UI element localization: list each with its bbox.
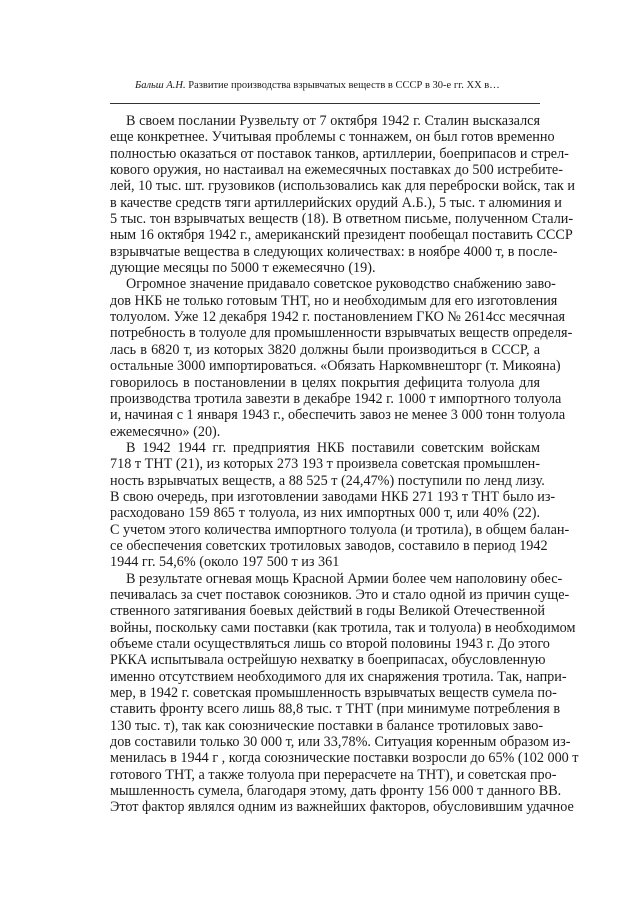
text-line: расходовано 159 865 т толуола, из них импортных 000 т, или 40% (22). — [110, 505, 540, 522]
text-line: дов НКБ не только готовым ТНТ, но и необходимым для его изготовления — [110, 292, 558, 309]
text-line: готового ТНТ, а также толуола при перерасчете на ТНТ), и советская про- — [110, 766, 557, 783]
text-line: кового оружия, но настаивал на ежемесячных поставках до 500 истребите- — [110, 162, 563, 179]
text-line: объеме стали осуществляться лишь со второй половины 1943 г. До этого — [110, 636, 550, 652]
text-line: В свою очередь, при изготовлении заводами НКБ 271 193 т ТНТ было из- — [110, 488, 556, 505]
text-line: именно отсутствием необходимого для их снаряжения тротила. Так, напри- — [110, 668, 567, 685]
text-line: дующие месяцы по 5000 т ежемесячно (19). — [110, 260, 376, 277]
paragraph — [110, 276, 573, 440]
text-line: ежемесячно» (20). — [110, 423, 221, 440]
text-line: се обеспечения советских тротиловых заводов, составило в период 1942 — [110, 537, 548, 554]
text-line: В результате огневая мощь Красной Армии более чем наполовину обес- — [126, 570, 563, 587]
text-line: еще конкретнее. Учитывая проблемы с тоннажем, он был готов временно — [110, 129, 555, 146]
text-line: печивалась за счет поставок союзников. Это и стало одной из причин суще- — [110, 586, 570, 603]
text-line: РККА испытывала острейшую нехватку в боеприпасах, обусловленную — [110, 652, 546, 669]
text-line: 718 т ТНТ (21), из которых 273 193 т произвела советская промышлен- — [110, 456, 540, 473]
text-line: В своем послании Рузвельту от 7 октября 1942 г. Сталин высказался — [126, 113, 540, 129]
paragraph — [110, 439, 570, 571]
header-rule — [110, 103, 540, 104]
text-line: и, начиная с 1 января 1943 г., обеспечить завоз не менее 3 000 тонн толуола — [110, 407, 566, 424]
text-line: лась в 6820 т, из которых 3820 должны были производиться в СССР, а — [110, 341, 540, 358]
text-line: в качестве средств тяги артиллерийских орудий А.Б.), 5 тыс. т алюминия и — [110, 194, 562, 211]
text-line: потребность в толуоле для промышленности взрывчатых веществ определя- — [110, 325, 573, 342]
text-line: С учетом этого количества импортного толуола (и тротила), в общем балан- — [110, 521, 570, 538]
text-line: В 1942 1944 гг. предприятия НКБ поставили советским войскам — [126, 439, 540, 456]
text-line: говорилось в постановлении в целях покрытия дефицита толуола для — [110, 374, 540, 391]
text-line: мышленность сумела, благодаря этому, дать фронту 156 000 т данного ВВ. — [110, 783, 562, 800]
text-line: ставить фронту всего лишь 88,8 тыс. т ТНТ (при минимуме потребления в — [110, 701, 561, 718]
text-line: производства тротила завезти в декабре 1942 г. 1000 т импортного толуола — [110, 390, 562, 407]
paragraph — [110, 113, 575, 277]
text-line: лей, 10 тыс. шт. грузовиков (использовались как для переброски войск, так и — [110, 178, 575, 195]
header-title: Развитие производства взрывчатых веществ в СССР в 30-е гг. XX в… — [188, 80, 500, 91]
text-line: войны, поскольку сами поставки (как тротила, так и толуола) в необходимом — [110, 619, 576, 636]
running-header — [135, 80, 515, 91]
text-line: взрывчатые вещества в следующих количествах: в ноябре 4000 т, в после- — [110, 243, 558, 260]
paragraph — [110, 570, 579, 816]
text-line: ность взрывчатых веществ, а 88 525 т (24,47%) поступили по ленд лизу. — [110, 472, 545, 489]
text-line: ственного затягивания боевых действий в годы Великой Отечественной — [110, 603, 546, 620]
text-line: 1944 гг. 54,6% (около 197 500 т из 361 — [110, 554, 340, 571]
text-line: полностью оказаться от поставок танков, артиллерии, боеприпасов и стрел- — [110, 145, 569, 162]
text-line: мер, в 1942 г. советская промышленность взрывчатых веществ сумела по- — [110, 685, 557, 702]
text-line: Этот фактор являлся одним из важнейших факторов, обусловившим удачное — [110, 799, 574, 816]
text-line: менилась в 1944 г , когда союзнические поставки возросли до 65% (102 000 т — [110, 750, 579, 767]
text-line: Огромное значение придавало советское руководство снабжению заво- — [126, 276, 556, 293]
text-line: толуолом. Уже 12 декабря 1942 г. постановлением ГКО № 2614сс месячная — [110, 309, 566, 326]
text-line: ным 16 октября 1942 г., американский президент пообещал поставить СССР — [110, 227, 573, 244]
header-author: Бальш А.Н. — [135, 80, 186, 91]
text-line: дов составили только 30 000 т, или 33,78%. Ситуация коренным образом из- — [110, 734, 571, 751]
text-line: 130 тыс. т), так как союзнические поставки в балансе тротиловых заво- — [110, 717, 544, 734]
body-text — [110, 113, 579, 816]
text-line: остальные 3000 импортироваться. «Обязать Наркомвнешторг (т. Микояна) — [110, 358, 561, 375]
text-line: 5 тыс. тон взрывчатых веществ (18). В ответном письме, полученном Стали- — [110, 211, 574, 228]
